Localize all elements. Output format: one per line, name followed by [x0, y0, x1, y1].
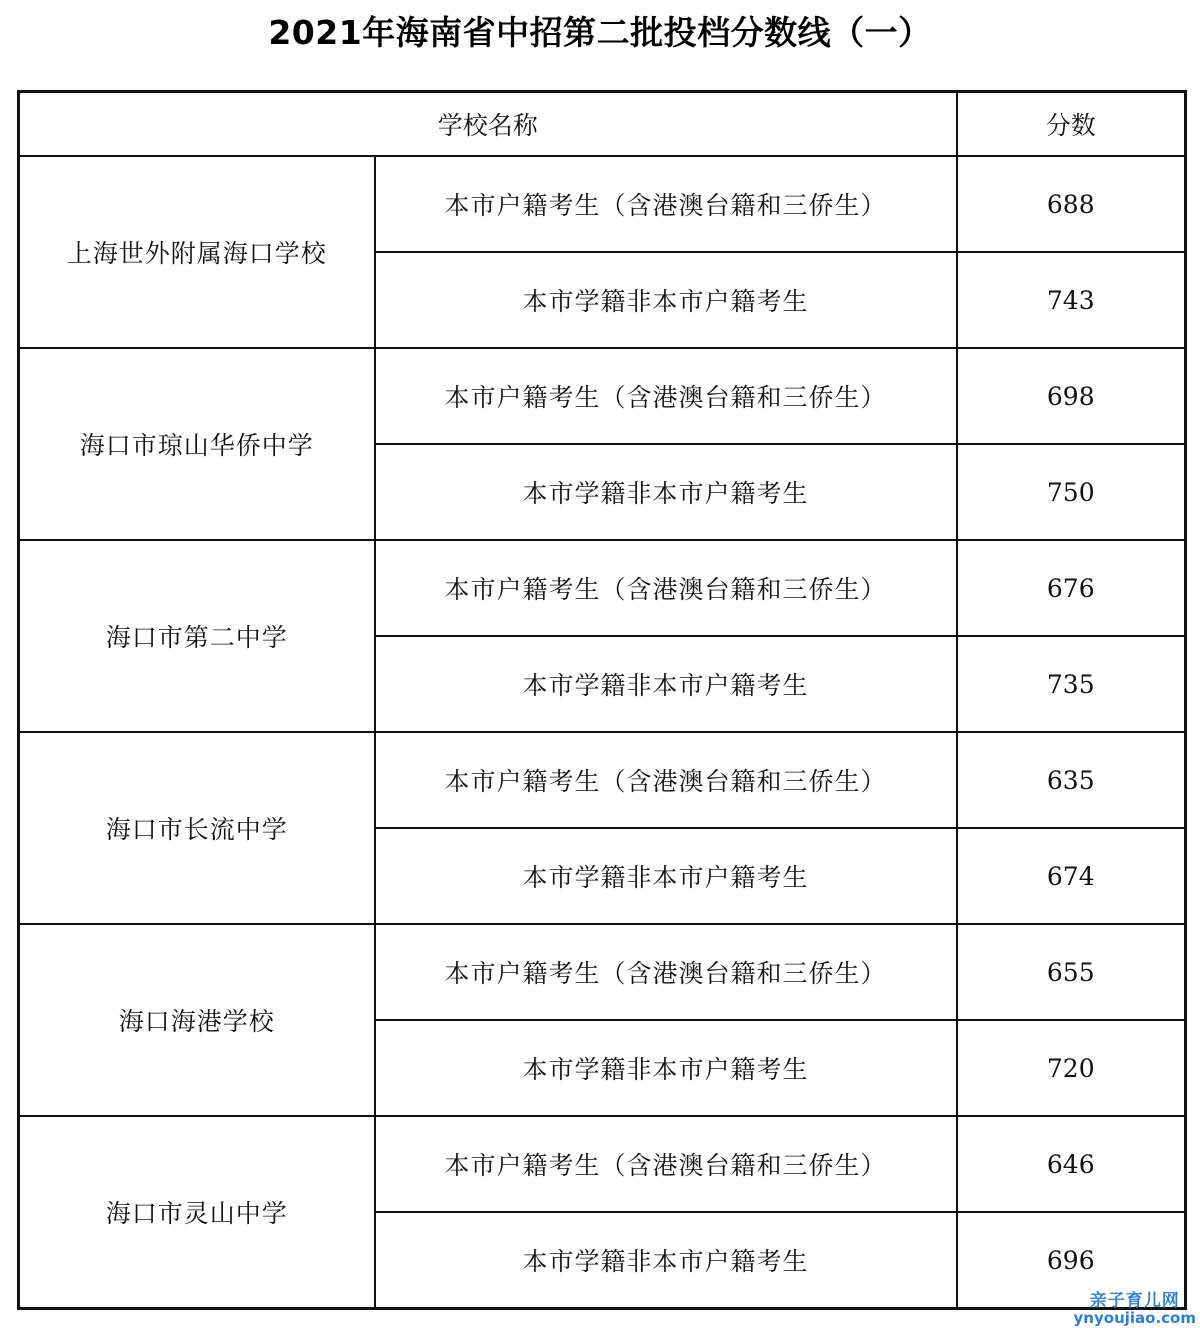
score-value: 735 [957, 636, 1186, 732]
school-name: 海口市灵山中学 [19, 1116, 375, 1309]
student-category: 本市学籍非本市户籍考生 [375, 1020, 957, 1116]
school-name: 海口市琼山华侨中学 [19, 348, 375, 540]
score-value: 750 [957, 444, 1186, 540]
table-row [19, 924, 1186, 1020]
student-category: 本市户籍考生（含港澳台籍和三侨生） [375, 924, 957, 1020]
header-score: 分数 [957, 92, 1186, 157]
student-category: 本市户籍考生（含港澳台籍和三侨生） [375, 156, 957, 252]
score-value: 635 [957, 732, 1186, 828]
student-category: 本市学籍非本市户籍考生 [375, 1212, 957, 1309]
score-value: 646 [957, 1116, 1186, 1212]
table-row [19, 540, 1186, 636]
school-name: 海口海港学校 [19, 924, 375, 1116]
student-category: 本市学籍非本市户籍考生 [375, 636, 957, 732]
student-category: 本市户籍考生（含港澳台籍和三侨生） [375, 1116, 957, 1212]
school-name: 海口市长流中学 [19, 732, 375, 924]
watermark-site-name: 亲子育儿网 [1089, 1291, 1180, 1311]
score-value: 698 [957, 348, 1186, 444]
table-row [19, 156, 1186, 252]
table-row [19, 348, 1186, 444]
table-header-row [19, 92, 1186, 157]
table-row [19, 1116, 1186, 1212]
score-value: 688 [957, 156, 1186, 252]
score-value: 720 [957, 1020, 1186, 1116]
score-value: 676 [957, 540, 1186, 636]
school-name: 海口市第二中学 [19, 540, 375, 732]
watermark-site-url: ynyoujiao.com [1073, 1309, 1196, 1327]
student-category: 本市学籍非本市户籍考生 [375, 252, 957, 348]
site-watermark [1074, 1293, 1196, 1326]
student-category: 本市学籍非本市户籍考生 [375, 444, 957, 540]
student-category: 本市学籍非本市户籍考生 [375, 828, 957, 924]
header-school-name: 学校名称 [19, 92, 957, 157]
student-category: 本市户籍考生（含港澳台籍和三侨生） [375, 540, 957, 636]
student-category: 本市户籍考生（含港澳台籍和三侨生） [375, 732, 957, 828]
score-table [17, 90, 1187, 1310]
table-row [19, 732, 1186, 828]
document-title: 2021年海南省中招第二批投档分数线（一） [268, 13, 932, 52]
score-value: 743 [957, 252, 1186, 348]
score-value: 674 [957, 828, 1186, 924]
score-value: 655 [957, 924, 1186, 1020]
score-value: 696 [957, 1212, 1186, 1309]
school-name: 上海世外附属海口学校 [19, 156, 375, 348]
student-category: 本市户籍考生（含港澳台籍和三侨生） [375, 348, 957, 444]
